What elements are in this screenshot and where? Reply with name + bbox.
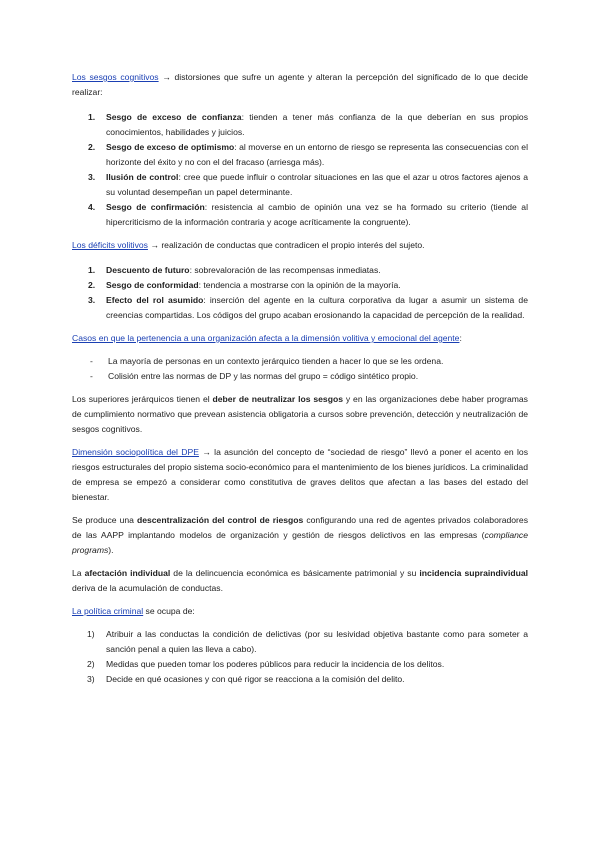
risk-control-paragraph — [72, 513, 528, 558]
criminal-policy-heading: La política criminal — [72, 606, 144, 616]
item-number: 4. — [88, 202, 96, 212]
italic-term: compliance programs — [72, 530, 528, 555]
item-text: Colisión entre las normas de DP y las normas del grupo = código sintético propio. — [108, 371, 419, 381]
list-item — [87, 627, 528, 657]
organization-cases-heading: Casos en que la pertenencia a una organización afecta a la dimensión volitiva y emocional del agente — [72, 333, 460, 343]
list-item — [88, 140, 528, 170]
cognitive-biases-list — [72, 110, 528, 230]
item-number: 3) — [87, 674, 95, 684]
cognitive-biases-intro — [72, 70, 528, 100]
list-item — [90, 369, 528, 384]
volitive-deficits-list — [72, 263, 528, 323]
list-item — [88, 293, 528, 323]
item-text: : tendencia a mostrarse con la opinión de la mayoría. — [198, 280, 401, 290]
item-text: : resistencia al cambio de opinión una vez se ha formado su criterio (tiende al hipercriticismo de la información contraria y acoge acríticamente la congruente). — [106, 202, 528, 227]
list-item — [88, 200, 528, 230]
dash-bullet: - — [90, 371, 93, 381]
bold-term: descentralización del control de riesgos — [136, 515, 304, 525]
volitive-deficits-heading: Los déficits volitivos — [72, 240, 148, 250]
text-run: Los superiores jerárquicos tienen el — [72, 394, 213, 404]
item-text: Decide en qué ocasiones y con qué rigor se reacciona a la comisión del delito. — [106, 674, 405, 684]
criminal-policy-intro — [72, 604, 528, 619]
text-run: deriva de la acumulación de conductas. — [72, 583, 223, 593]
text-run: La — [72, 568, 85, 578]
item-term: Sesgo de exceso de optimismo — [106, 142, 235, 152]
item-text: : tienden a tener más confianza de la que deberían en sus propios conocimientos, habilidades y juicios. — [106, 112, 528, 137]
list-item — [88, 278, 528, 293]
text-run: de la delincuencia económica es básicamente patrimonial y su — [170, 568, 420, 578]
item-term: Sesgo de confirmación — [106, 202, 205, 212]
list-item — [87, 672, 528, 687]
item-text: Medidas que pueden tomar los poderes públicos para reducir la incidencia de los delitos. — [106, 659, 445, 669]
item-text: : sobrevaloración de las recompensas inmediatas. — [189, 265, 381, 275]
dash-bullet: - — [90, 356, 93, 366]
list-item — [90, 354, 528, 369]
list-item — [88, 110, 528, 140]
text-run: se ocupa de: — [143, 606, 195, 616]
item-text: Atribuir a las conductas la condición de delictivas (por su lesividad objetiva bastante como para someter a sanción penal a quien las lleva a cabo). — [106, 629, 528, 654]
item-term: Descuento de futuro — [106, 265, 190, 275]
item-text: La mayoría de personas en un contexto jerárquico tienden a hacer lo que se les ordena. — [108, 356, 444, 366]
cognitive-biases-heading: Los sesgos cognitivos — [72, 72, 159, 82]
text-run: ). — [108, 545, 114, 555]
cognitive-biases-definition: → distorsiones que sufre un agente y alteran la percepción del significado de lo que decide realizar: — [72, 72, 529, 97]
item-number: 3. — [88, 295, 96, 305]
item-text: : cree que puede influir o controlar situaciones en las que el azar u otros factores ajenos a su voluntad desempeñan un papel determinante. — [106, 172, 528, 197]
text-run: → la asunción del concepto de “sociedad de riesgo” llevó a poner el acento en los riesgos estructurales del propio sistema socio-económico para el mantenimiento de los bienes jurídicos. La criminalidad de empresa se empezó a considerar como constitutiva de graves delitos que afectan a las bases del estado del bienestar. — [72, 447, 528, 502]
sociopolitical-dimension-paragraph — [72, 445, 528, 505]
heading-colon: : — [459, 333, 462, 343]
bold-term: incidencia supraindividual — [419, 568, 528, 578]
volitive-deficits-intro — [72, 238, 528, 253]
item-text: : inserción del agente en la cultura corporativa da lugar a asumir un sistema de creencias compartidas. Los códigos del grupo acaban erosionando la capacidad de percepción de la realidad. — [106, 295, 528, 320]
list-item — [88, 263, 528, 278]
affectation-paragraph — [72, 566, 528, 596]
text-run: configurando una red de agentes privados colaboradores de las AAPP implantando modelos de organización y gestión de riesgos delictivos en las empresas ( — [72, 515, 528, 540]
item-number: 2) — [87, 659, 95, 669]
item-term: Ilusión de control — [106, 172, 179, 182]
superiors-duty-paragraph — [72, 392, 528, 437]
item-term: Sesgo de exceso de confianza — [106, 112, 242, 122]
sociopolitical-dimension-heading: Dimensión sociopolítica del DPE — [72, 447, 199, 457]
item-number: 2. — [88, 280, 96, 290]
item-number: 1. — [88, 112, 96, 122]
volitive-deficits-definition: → realización de conductas que contradicen el propio interés del sujeto. — [147, 240, 425, 250]
organization-cases-intro — [72, 331, 528, 346]
text-run: y en las organizaciones debe haber programas de cumplimiento normativo que prevean asistencia obligatoria a cursos sobre prevención, detección y neutralización de sesgos cognitivos. — [72, 394, 528, 434]
item-number: 3. — [88, 172, 96, 182]
item-number: 2. — [88, 142, 96, 152]
item-number: 1. — [88, 265, 96, 275]
item-term: Efecto del rol asumido — [106, 295, 204, 305]
criminal-policy-list — [72, 627, 528, 687]
text-run: Se produce una — [72, 515, 137, 525]
item-term: Sesgo de conformidad — [106, 280, 199, 290]
item-text: : al moverse en un entorno de riesgo se representa las consecuencias con el horizonte del éxito y no con el del fracaso (arriesga más). — [106, 142, 528, 167]
organization-cases-list — [72, 354, 528, 384]
list-item — [87, 657, 528, 672]
bold-term: deber de neutralizar los sesgos — [212, 394, 343, 404]
list-item — [88, 170, 528, 200]
item-number: 1) — [87, 629, 95, 639]
bold-term: afectación individual — [84, 568, 171, 578]
